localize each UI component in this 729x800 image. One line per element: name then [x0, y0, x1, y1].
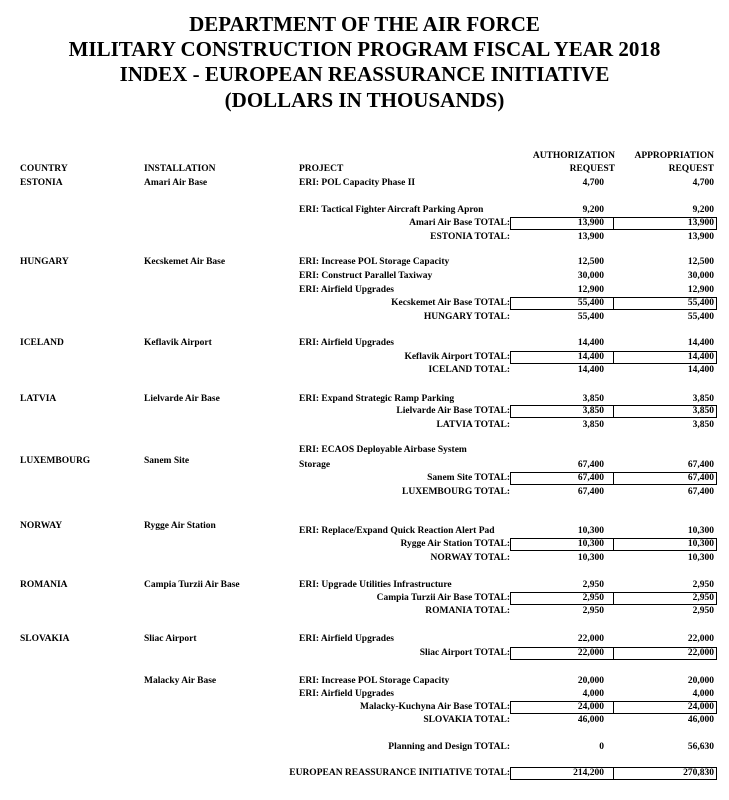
total-label: LUXEMBOURG TOTAL:	[402, 487, 510, 497]
appropriation-amount: 3,850	[692, 420, 714, 430]
installation-cell: Keflavik Airport	[144, 338, 212, 348]
appropriation-amount: 13,900	[687, 218, 714, 228]
appropriation-amount: 67,400	[687, 460, 714, 470]
appropriation-amount: 67,400	[687, 487, 714, 497]
appropriation-amount: 10,300	[687, 526, 714, 536]
total-box	[510, 217, 717, 230]
authorization-amount: 14,400	[577, 352, 604, 362]
appropriation-amount: 10,300	[687, 553, 714, 563]
total-box	[510, 472, 717, 485]
authorization-amount: 14,400	[577, 338, 604, 348]
total-box	[510, 538, 717, 551]
appropriation-amount: 14,400	[687, 338, 714, 348]
total-label: NORWAY TOTAL:	[430, 553, 510, 563]
authorization-amount: 4,700	[582, 178, 604, 188]
project-cell: ERI: Expand Strategic Ramp Parking	[299, 394, 455, 404]
header-appropriation: APPROPRIATION	[634, 151, 714, 161]
total-label: HUNGARY TOTAL:	[423, 312, 510, 322]
authorization-amount: 9,200	[582, 205, 604, 215]
authorization-amount: 13,900	[577, 232, 604, 242]
appropriation-amount: 55,400	[687, 312, 714, 322]
total-label: Lielvarde Air Base TOTAL:	[396, 406, 510, 416]
authorization-amount: 2,950	[582, 606, 604, 616]
installation-cell: Campia Turzii Air Base	[144, 580, 240, 590]
installation-cell: Rygge Air Station	[144, 521, 216, 531]
installation-cell: Amari Air Base	[144, 178, 208, 188]
total-label: Campia Turzii Air Base TOTAL:	[376, 593, 510, 603]
authorization-amount: 22,000	[577, 634, 604, 644]
total-label: Malacky-Kuchyna Air Base TOTAL:	[360, 702, 510, 712]
project-cell: Storage	[299, 460, 331, 470]
header-authorization: AUTHORIZATION	[532, 151, 615, 161]
total-label: Kecskemet Air Base TOTAL:	[391, 298, 510, 308]
country-cell: ESTONIA	[20, 178, 63, 188]
project-cell: ERI: Airfield Upgrades	[299, 285, 394, 295]
authorization-amount: 24,000	[577, 702, 604, 712]
header-authorization-request: REQUEST	[569, 164, 615, 174]
appropriation-amount: 14,400	[687, 365, 714, 375]
appropriation-amount: 10,300	[687, 539, 714, 549]
authorization-amount: 46,000	[577, 715, 604, 725]
total-label: ROMANIA TOTAL:	[425, 606, 510, 616]
total-label: Sliac Airport TOTAL:	[419, 648, 510, 658]
authorization-amount: 2,950	[582, 593, 604, 603]
total-label: ICELAND TOTAL:	[428, 365, 510, 375]
project-cell: ERI: ECAOS Deployable Airbase System	[299, 445, 467, 455]
project-cell: ERI: Upgrade Utilities Infrastructure	[299, 580, 452, 590]
country-cell: LUXEMBOURG	[20, 456, 91, 466]
appropriation-amount: 9,200	[692, 205, 714, 215]
authorization-amount: 10,300	[577, 526, 604, 536]
installation-cell: Sanem Site	[144, 456, 190, 466]
appropriation-amount: 22,000	[687, 634, 714, 644]
total-label: Rygge Air Station TOTAL:	[400, 539, 510, 549]
installation-cell: Malacky Air Base	[144, 676, 217, 686]
header-appropriation-request: REQUEST	[668, 164, 714, 174]
appropriation-amount: 30,000	[687, 271, 714, 281]
total-label: Keflavik Airport TOTAL:	[404, 352, 510, 362]
authorization-amount: 3,850	[582, 394, 604, 404]
appropriation-amount: 2,950	[692, 580, 714, 590]
project-cell: ERI: Airfield Upgrades	[299, 338, 394, 348]
header-installation: INSTALLATION	[144, 164, 216, 174]
project-cell: ERI: Tactical Fighter Aircraft Parking Apron	[299, 205, 484, 215]
installation-cell: Lielvarde Air Base	[144, 394, 220, 404]
project-cell: ERI: Construct Parallel Taxiway	[299, 271, 433, 281]
country-cell: SLOVAKIA	[20, 634, 70, 644]
authorization-amount: 20,000	[577, 676, 604, 686]
total-label: Sanem Site TOTAL:	[427, 473, 510, 483]
total-label: SLOVAKIA TOTAL:	[423, 715, 510, 725]
appropriation-amount: 270,830	[683, 768, 714, 778]
authorization-amount: 10,300	[577, 553, 604, 563]
installation-cell: Sliac Airport	[144, 634, 197, 644]
total-box	[510, 701, 717, 714]
total-label: EUROPEAN REASSURANCE INITIATIVE TOTAL:	[289, 768, 510, 778]
country-cell: ROMANIA	[20, 580, 68, 590]
total-label: Planning and Design TOTAL:	[388, 742, 510, 752]
appropriation-amount: 22,000	[687, 648, 714, 658]
total-box	[510, 351, 717, 364]
total-label: Amari Air Base TOTAL:	[409, 218, 510, 228]
appropriation-amount: 67,400	[687, 473, 714, 483]
appropriation-amount: 24,000	[687, 702, 714, 712]
authorization-amount: 13,900	[577, 218, 604, 228]
appropriation-amount: 20,000	[687, 676, 714, 686]
total-label: LATVIA TOTAL:	[436, 420, 510, 430]
authorization-amount: 30,000	[577, 271, 604, 281]
total-label: ESTONIA TOTAL:	[430, 232, 510, 242]
appropriation-amount: 3,850	[692, 406, 714, 416]
appropriation-amount: 2,950	[692, 606, 714, 616]
project-cell: ERI: Airfield Upgrades	[299, 634, 394, 644]
appropriation-amount: 2,950	[692, 593, 714, 603]
authorization-amount: 14,400	[577, 365, 604, 375]
title-line-3: INDEX - EUROPEAN REASSURANCE INITIATIVE	[119, 62, 610, 86]
appropriation-amount: 12,900	[687, 285, 714, 295]
appropriation-amount: 55,400	[687, 298, 714, 308]
appropriation-amount: 13,900	[687, 232, 714, 242]
authorization-amount: 67,400	[577, 473, 604, 483]
authorization-amount: 2,950	[582, 580, 604, 590]
project-cell: ERI: Increase POL Storage Capacity	[299, 257, 450, 267]
total-box	[510, 405, 717, 418]
authorization-amount: 3,850	[582, 420, 604, 430]
authorization-amount: 3,850	[582, 406, 604, 416]
appropriation-amount: 4,000	[692, 689, 714, 699]
authorization-amount: 55,400	[577, 312, 604, 322]
country-cell: HUNGARY	[20, 257, 69, 267]
total-box	[510, 647, 717, 660]
project-cell: ERI: Replace/Expand Quick Reaction Alert Pad	[299, 526, 495, 536]
title-line-2: MILITARY CONSTRUCTION PROGRAM FISCAL YEAR 2018	[68, 37, 661, 61]
country-cell: LATVIA	[20, 394, 57, 404]
total-box	[510, 297, 717, 310]
authorization-amount: 214,200	[573, 768, 604, 778]
country-cell: ICELAND	[20, 338, 64, 348]
authorization-amount: 67,400	[577, 487, 604, 497]
appropriation-amount: 12,500	[687, 257, 714, 267]
installation-cell: Kecskemet Air Base	[144, 257, 226, 267]
country-cell: NORWAY	[20, 521, 63, 531]
authorization-amount: 22,000	[577, 648, 604, 658]
project-cell: ERI: POL Capacity Phase II	[299, 178, 416, 188]
project-cell: ERI: Increase POL Storage Capacity	[299, 676, 450, 686]
authorization-amount: 12,500	[577, 257, 604, 267]
authorization-amount: 10,300	[577, 539, 604, 549]
total-box	[510, 592, 717, 605]
project-cell: ERI: Airfield Upgrades	[299, 689, 394, 699]
appropriation-amount: 46,000	[687, 715, 714, 725]
appropriation-amount: 56,630	[687, 742, 714, 752]
authorization-amount: 55,400	[577, 298, 604, 308]
title-line-4: (DOLLARS IN THOUSANDS)	[224, 88, 505, 112]
header-country: COUNTRY	[20, 164, 68, 174]
appropriation-amount: 3,850	[692, 394, 714, 404]
authorization-amount: 0	[599, 742, 604, 752]
appropriation-amount: 4,700	[692, 178, 714, 188]
authorization-amount: 12,900	[577, 285, 604, 295]
title-line-1: DEPARTMENT OF THE AIR FORCE	[189, 12, 540, 36]
header-project: PROJECT	[299, 164, 344, 174]
appropriation-amount: 14,400	[687, 352, 714, 362]
authorization-amount: 67,400	[577, 460, 604, 470]
authorization-amount: 4,000	[582, 689, 604, 699]
